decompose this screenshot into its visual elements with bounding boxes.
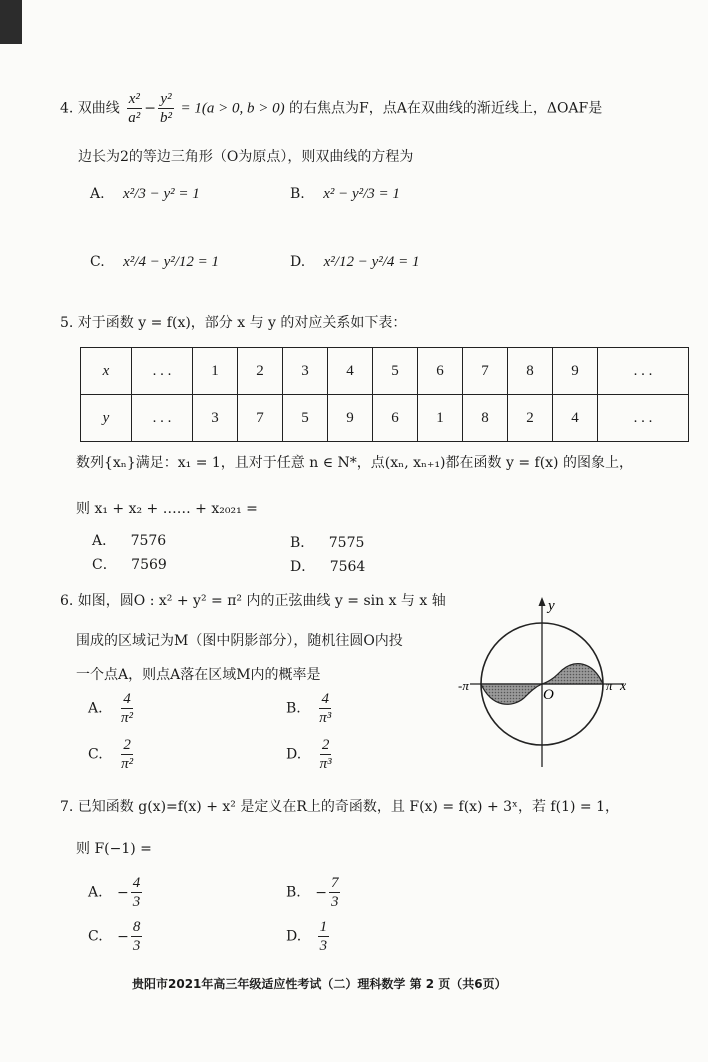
table-cell: 1: [193, 348, 238, 395]
table-cell: 2: [238, 348, 283, 395]
table-cell: 3: [283, 348, 328, 395]
pi-label: π: [606, 678, 613, 693]
q4-option-b[interactable]: B. x² − y²/3 = 1: [290, 186, 400, 202]
table-cell: 4: [553, 395, 598, 442]
q7-stem-line1: 7. 已知函数 g(x)=f(x) + x² 是定义在R上的奇函数，且 F(x) = f(x) + 3ˣ，若 f(1) = 1，: [60, 799, 619, 815]
table-row-y: [81, 395, 689, 442]
table-cell: 6: [418, 348, 463, 395]
q4-option-d[interactable]: D. x²/12 − y²/4 = 1: [290, 254, 420, 270]
q4-frac1: $\frac{\text{x²}}{\text{a²}}$: [128, 91, 141, 126]
q4-option-a[interactable]: A. x²/3 − y² = 1: [90, 186, 200, 202]
q6-stem-line1: 6. 如图，圆O : x² + y² = π² 内的正弦曲线 y = sin x 与 x 轴: [60, 593, 446, 609]
q7-option-d[interactable]: D. $\frac{1}{3}$: [286, 919, 328, 954]
table-cell: y: [81, 395, 132, 442]
table-cell: x: [81, 348, 132, 395]
y-axis-arrow: [539, 597, 546, 606]
value-table: [80, 347, 689, 442]
table-cell: . . .: [132, 348, 193, 395]
x-label: x: [620, 679, 627, 694]
table-cell: 7: [238, 395, 283, 442]
q6-option-a[interactable]: A. $\frac{4}{\text{π²}}$: [88, 691, 134, 726]
q5-sum-text: 则 x₁ + x₂ + …… + x₂₀₂₁ =: [76, 501, 258, 517]
q4-frac2: $\frac{\text{y²}}{\text{b²}}$: [160, 91, 172, 126]
table-cell: 4: [328, 348, 373, 395]
q5-stem: 5. 对于函数 y = f(x)，部分 x 与 y 的对应关系如下表：: [60, 315, 407, 331]
q6-option-c[interactable]: C. $\frac{2}{\text{π²}}$: [88, 737, 134, 772]
y-label: y: [548, 598, 555, 614]
neg-pi-label: -π: [458, 678, 469, 693]
origin-label: O: [543, 687, 554, 703]
page-footer: 贵阳市2021年高三年级适应性考试（二）理科数学 第 2 页（共6页）: [132, 977, 507, 991]
q5-option-d[interactable]: D． 7564: [290, 559, 366, 575]
table-cell: . . .: [598, 395, 689, 442]
q5-option-b[interactable]: B． 7575: [290, 535, 365, 551]
table-row-x: [81, 348, 689, 395]
shaded-region-left: [481, 684, 542, 704]
table-cell: 1: [418, 395, 463, 442]
table-cell: . . .: [598, 348, 689, 395]
q6-option-d[interactable]: D. $\frac{2}{\text{π³}}$: [286, 737, 332, 772]
q4-eq-tail: = 1(a > 0, b > 0): [180, 100, 285, 117]
table-cell: 9: [553, 348, 598, 395]
scan-corner-mark: [0, 0, 22, 44]
table-cell: 8: [463, 395, 508, 442]
q7-option-b[interactable]: B. − $\frac{7}{3}$: [286, 875, 339, 910]
q4-stem-line1: 4. 双曲线 $\frac{\text{x²}}{\text{a²}}$ − $\frac{\text{y²}}{\text{b²}}$ = 1(a > 0, b > 0) 的右焦点为F，点A在双曲线的渐近线上，ΔOAF是: [60, 91, 603, 126]
table-cell: 6: [373, 395, 418, 442]
q6-stem-line3: 一个点A，则点A落在区域M内的概率是: [76, 667, 321, 683]
q7-stem-line2: 则 F(−1) =: [76, 841, 152, 857]
table-cell: 8: [508, 348, 553, 395]
q4-text1: 的右焦点为F，点A在双曲线的渐近线上，ΔOAF是: [289, 100, 603, 117]
q5-sequence-text: 数列{xₙ}满足：x₁ = 1，且对于任意 n ∈ N*，点(xₙ, xₙ₊₁)都在函数 y = f(x) 的图象上，: [76, 455, 633, 471]
q4-stem-line2: 边长为2的等边三角形（O为原点），则双曲线的方程为: [78, 149, 414, 165]
q6-stem-line2: 围成的区域记为M（图中阴影部分），随机往圆O内投: [76, 633, 403, 649]
table-cell: . . .: [132, 395, 193, 442]
table-cell: 3: [193, 395, 238, 442]
table-cell: 7: [463, 348, 508, 395]
circle-sine-figure: [452, 592, 642, 772]
table-cell: 5: [283, 395, 328, 442]
q7-option-a[interactable]: A. − $\frac{4}{3}$: [88, 875, 141, 910]
q6-option-b[interactable]: B. $\frac{4}{\text{π³}}$: [286, 691, 332, 726]
shaded-region-right: [542, 664, 603, 684]
q5-option-a[interactable]: A． 7576: [92, 533, 167, 549]
q7-option-c[interactable]: C. − $\frac{8}{3}$: [88, 919, 141, 954]
q4-prefix: 4. 双曲线: [60, 100, 120, 117]
q4-option-c[interactable]: C. x²/4 − y²/12 = 1: [90, 254, 220, 270]
q5-option-c[interactable]: C． 7569: [92, 557, 167, 573]
table-cell: 5: [373, 348, 418, 395]
table-cell: 2: [508, 395, 553, 442]
table-cell: 9: [328, 395, 373, 442]
